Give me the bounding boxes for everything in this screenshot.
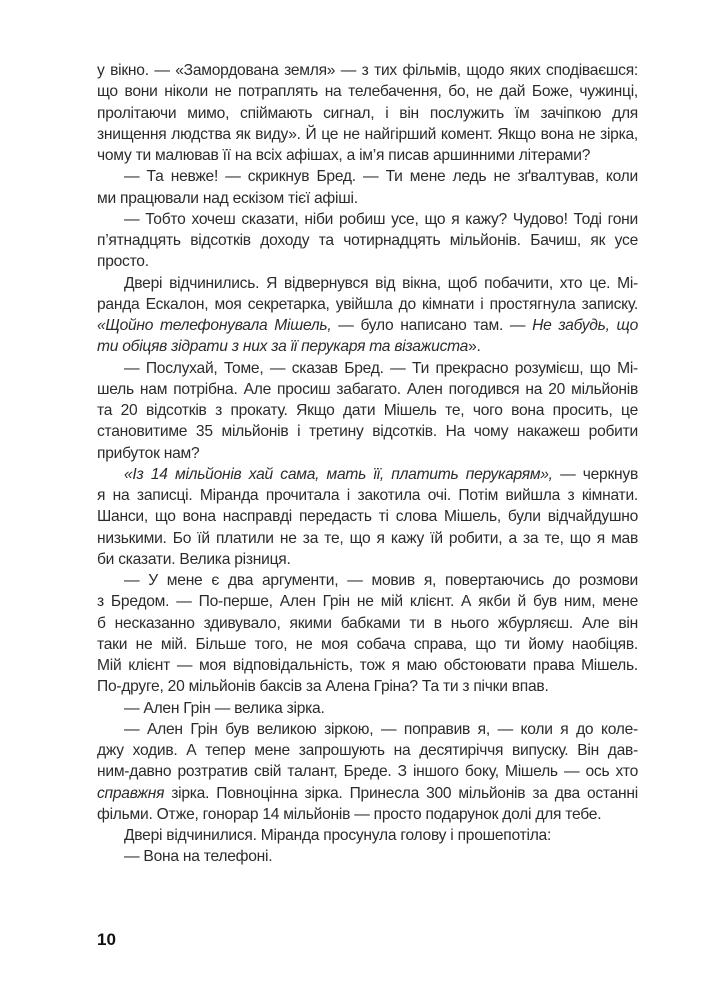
text-segment: — Та невже! — скрикнув Бред. — Ти мене ледь не зґвалтував, коли — [124, 168, 638, 186]
text-line — [97, 740, 638, 761]
text-line — [97, 188, 638, 209]
text-line — [97, 315, 638, 336]
text-segment: ним-давно розтратив свій талант, Бреде. З іншого боку, Мішель — ось хто — [97, 763, 638, 781]
book-page-text — [97, 60, 638, 868]
page-number: 10 — [97, 930, 116, 949]
text-line — [97, 379, 638, 400]
text-line — [97, 825, 638, 846]
text-segment: — Тобто хочеш сказати, ніби робиш усе, що я кажу? Чудово! Тоді гони — [124, 210, 638, 228]
text-line — [97, 846, 638, 867]
paragraph — [97, 358, 638, 464]
text-line — [97, 230, 638, 251]
paragraph — [97, 273, 638, 358]
paragraph — [97, 825, 638, 846]
italic-text: «Із 14 мільйонів хай сама, мать її, платить перукарям», — [124, 465, 553, 483]
text-line — [97, 613, 638, 634]
text-line — [97, 124, 638, 145]
text-line — [97, 591, 638, 612]
text-line — [97, 294, 638, 315]
text-line — [97, 719, 638, 740]
text-segment: — Послухай, Томе, — сказав Бред. — Ти прекрасно розумієш, що Мі- — [124, 359, 638, 377]
text-line — [97, 251, 638, 272]
text-line — [97, 783, 638, 804]
text-line — [97, 464, 638, 485]
paragraph — [97, 209, 638, 273]
text-line — [97, 676, 638, 697]
italic-text: ти обіцяв зідрати з них за її перукаря та візажиста — [97, 338, 469, 356]
text-line — [97, 698, 638, 719]
text-segment: у вікно. — «Замордована земля» — з тих фільмів, щодо яких сподіваєшся: — [97, 62, 638, 79]
text-segment: зірка. Повноцінна зірка. Принесла 300 мільйонів за два останні — [164, 784, 638, 802]
text-segment: — У мене є два аргументи, — мовив я, повертаючись до розмови — [124, 572, 638, 589]
text-segment: п’ятнадцять відсотків доходу та чотирнадцять мільйонів. Бачиш, як усе — [97, 232, 638, 249]
text-segment: пролітаючи мимо, спіймають сигнал, і він послужить їм зачіпкою для — [97, 104, 638, 122]
text-segment: чому ти малював її на всіх афішах, а ім’я писав аршинними літерами? — [97, 147, 591, 164]
text-segment: знищення людства як виду». Й це не найгірший комент. Якщо вона не зірка, — [97, 125, 638, 143]
text-segment: низькими. Бо їй платили не за те, що я кажу їй робити, а за те, що я мав — [97, 529, 638, 547]
italic-text: «Щойно телефонувала Мішель, — [97, 317, 332, 334]
text-line — [97, 570, 638, 591]
paragraph — [97, 60, 638, 166]
text-segment: — черкнув — [552, 465, 638, 483]
paragraph — [97, 570, 638, 698]
text-line — [97, 336, 638, 357]
text-segment: — Ален Грін був великою зіркою, — поправив я, — коли я до коле- — [124, 720, 638, 738]
paragraph — [97, 719, 638, 825]
text-segment: таки не мій. Більше того, не моя собача справа, що ти йому наобіцяв. — [97, 635, 638, 653]
text-line — [97, 166, 638, 187]
text-segment: фільми. Отже, гонорар 14 мільйонів — просто подарунок долі для тебе. — [97, 805, 602, 823]
text-segment: б несказанно здивувало, якими бабками ти в нього жбурляєш. Але він — [97, 614, 638, 632]
text-line — [97, 443, 638, 464]
text-segment: що вони ніколи не потраплять на телебачення, бо, не дай Боже, чужинці, — [97, 83, 638, 101]
text-line — [97, 400, 638, 421]
text-segment: ранда Ескалон, моя секретарка, увійшла до кімнати і простягнула записку. — [97, 295, 638, 313]
text-line — [97, 60, 638, 81]
italic-text: справжня — [97, 784, 165, 802]
text-line — [97, 485, 638, 506]
text-segment: ». — [468, 338, 481, 356]
text-line — [97, 273, 638, 294]
text-segment: — Вона на телефоні. — [124, 848, 273, 866]
text-line — [97, 549, 638, 570]
text-line — [97, 761, 638, 782]
text-line — [97, 804, 638, 825]
italic-text: Не забудь, що — [532, 317, 638, 334]
text-segment: — Ален Грін — велика зірка. — [124, 699, 325, 717]
text-segment: Шанси, що вона насправді передасть ті слова Мішель, були відчайдушно — [97, 508, 638, 526]
text-line — [97, 81, 638, 102]
text-segment: становитиме 35 мільйонів і третину відсотків. На чому накажеш робити — [97, 423, 638, 441]
text-segment: з Бредом. — По-перше, Ален Грін не мій клієнт. А якби й був ним, мене — [97, 593, 638, 611]
text-line — [97, 655, 638, 676]
text-segment: Двері відчинились. Я відвернувся від вікна, щоб побачити, хто це. Мі- — [124, 274, 638, 292]
paragraph — [97, 166, 638, 209]
text-segment: Двері відчинилися. Міранда просунула голову і прошепотіла: — [124, 827, 552, 844]
text-segment: ми працювали над ескізом тієї афіші. — [97, 189, 358, 207]
text-segment: шель нам потрібна. Але просиш забагато. Ален погодився на 20 мільйонів — [97, 380, 638, 398]
text-line — [97, 209, 638, 230]
text-segment: та 20 відсотків з прокату. Якщо дати Мішель те, чого вона просить, це — [97, 402, 638, 419]
text-line — [97, 358, 638, 379]
text-line — [97, 421, 638, 442]
text-segment: би сказати. Велика різниця. — [97, 550, 291, 568]
text-line — [97, 103, 638, 124]
paragraph — [97, 846, 638, 867]
text-segment: Мій клієнт — моя відповідальність, тож я маю обстоювати права Мішель. — [97, 657, 638, 674]
text-segment: прибуток нам? — [97, 444, 200, 462]
paragraph — [97, 464, 638, 570]
text-line — [97, 145, 638, 166]
text-line — [97, 528, 638, 549]
text-line — [97, 634, 638, 655]
text-segment: я на записці. Міранда прочитала і закотила очі. Потім вийшла з кімнати. — [97, 487, 638, 504]
text-segment: — було написано там. — — [331, 317, 533, 334]
text-segment: просто. — [97, 253, 149, 271]
paragraph — [97, 698, 638, 719]
text-segment: По-друге, 20 мільйонів баксів за Алена Гріна? Та ти з пічки впав. — [97, 678, 549, 696]
text-segment: джу ходив. А тепер мене запрошують на десятиріччя випуску. Він дав- — [97, 742, 638, 759]
text-line — [97, 506, 638, 527]
